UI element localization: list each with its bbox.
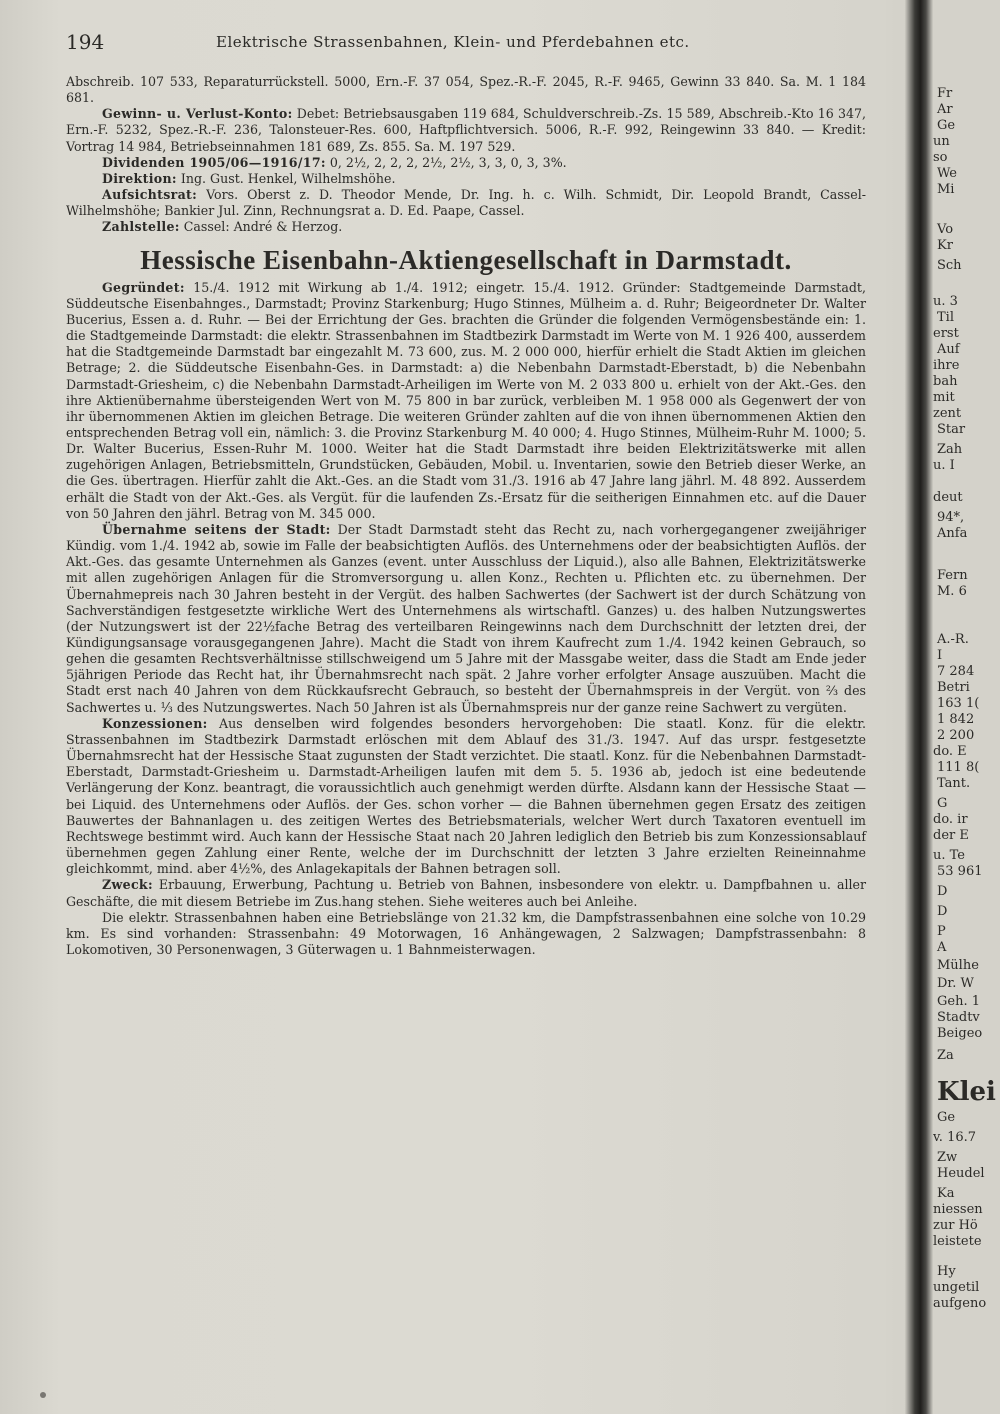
facing-page-fragment: leistete <box>933 1234 982 1249</box>
facing-page-fragment: ihre <box>933 358 960 373</box>
facing-page-fragment: do. ir <box>933 812 968 827</box>
facing-page-fragment: der E <box>933 828 969 843</box>
facing-page-fragment: Ge <box>937 118 956 133</box>
facing-page-edge <box>933 0 1000 1414</box>
facing-page-fragment: P <box>937 924 946 939</box>
dividenden-label: Dividenden 1905/06—1916/17: <box>102 154 326 170</box>
zweck-text: Erbauung, Erwerbung, Pachtung u. Betrieb von Bahnen, insbesondere von elektr. u. Dampfbahnen u. aller Geschäfte, die mit diesem Betriebe im Zus.hang stehen. Siehe weiteres auch bei Anleihe. <box>66 877 866 909</box>
facing-page-fragment: 2 200 <box>937 728 975 743</box>
facing-page-fragment: Vo <box>937 222 954 237</box>
facing-page-fragment: Star <box>937 422 966 437</box>
facing-page-fragment: u. 3 <box>933 294 958 309</box>
facing-page-fragment: ungetil <box>933 1280 980 1295</box>
facing-page-fragment: 1 842 <box>937 712 975 727</box>
guv-paragraph <box>66 106 866 154</box>
facing-page-fragment: Heudel <box>937 1166 985 1181</box>
aufsichtsrat-text: Vors. Oberst z. D. Theodor Mende, Dr. Ing. h. c. Wilh. Schmidt, Dir. Leopold Brandt, Cassel-Wilhelmshöhe; Bankier Jul. Zinn, Rechnungsrat a. D. Ed. Paape, Cassel. <box>66 187 866 219</box>
facing-page-fragment: Anfa <box>937 526 968 541</box>
bilanz-continuation: Abschreib. 107 533, Reparaturrückstell. 5000, Ern.-F. 37 054, Spez.-R.-F. 2045, R.-F. 9465, Gewinn 33 840. Sa. M. 1 184 681. <box>66 74 866 106</box>
facing-page-fragment: Kr <box>937 238 953 253</box>
page-header <box>66 30 900 56</box>
facing-page-fragment: Beigeo <box>937 1026 983 1041</box>
facing-page-fragment: mit <box>933 390 955 405</box>
facing-page-fragment: M. 6 <box>937 584 967 599</box>
guv-text: Debet: Betriebsausgaben 119 684, Schuldverschreib.-Zs. 15 589, Abschreib.-Kto 16 347, Ern.-F. 5232, Spez.-R.-F. 236, Talonsteuer-Res. 600, Haftpflichtversich. 5006, R.-F. 992, Reingewinn 33 840. — Kredit: Vortrag 14 984, Betriebseinnahmen 181 689, Zs. 855. Sa. M. 197 529. <box>66 106 866 154</box>
page-number: 194 <box>66 30 105 54</box>
facing-page-fragment: We <box>937 166 957 181</box>
book-gutter <box>905 0 933 1414</box>
facing-page-fragment: Ka <box>937 1186 955 1201</box>
facing-page-fragment: 163 1( <box>937 696 980 711</box>
facing-page-fragment: zur Hö <box>933 1218 978 1233</box>
facing-page-fragment: 111 8( <box>937 760 980 775</box>
facing-page-fragment: erst <box>933 326 959 341</box>
facing-page-fragment: 7 284 <box>937 664 975 679</box>
facing-page-fragment: 94*, <box>937 510 965 525</box>
uebernahme-text: Der Stadt Darmstadt steht das Recht zu, nach vorhergegangener zweijähriger Kündig. vom 1./4. 1942 ab, sowie im Falle der beabsichtigten Auflös. des Unternehmens oder der beabsichtigten Auflös. der Akt.-Ges. das gesamte Unternehmen als Ganzes (event. unter Ausschluss der Liquid.), also alle Bahnen, Elektrizitätswerke mit allen zugehörigen Anlagen für die Stromversorgung u. allen Konz., Rechten u. Pflichten etc. zu übernehmen. Der Übernahmepreis nach 30 Jahren besteht in der Vergüt. des halben Sachwertes (der Sachwert ist der durch Schätzung von Sachverständigen festgesetzte wirkliche Wert des Unternehmens als wirtschaftl. Ganzes) u. des halben Nutzungswertes (der Nutzungswert ist der 22½fache Betrag des verteilbaren Reingewinns nach dem Durchschnitt der letzten drei, der Kündigungsansage vorausgegangenen Jahre). Macht die Stadt von ihrem Kaufrecht zum 1./4. 1942 keinen Gebrauch, so gehen die gesamten Rechtsverhältnisse stillschweigend um 5 Jahre mit der Massgabe weiter, dass die Stadt am Ende jeder 5jährigen Periode das Recht hat, ihr Übernahmsrecht nach spät. 2 Jahre vorher erfolgter Ansage auszuüben. Macht die Stadt erst nach 40 Jahren von dem Rückkaufsrecht Gebrauch, so besteht der Übernahmspreis in der Vergüt. von ⅔ des Sachwertes u. ⅓ des Nutzungswertes. Nach 50 Jahren ist als Übernahmspreis nur der ganze reine Sachwert zu vergüten. <box>66 521 866 715</box>
running-title: Elektrische Strassenbahnen, Klein- und Pferdebahnen etc. <box>216 33 690 51</box>
facing-page-fragment: 53 961 <box>937 864 983 879</box>
facing-page-fragment: Auf <box>937 342 960 357</box>
direktion-paragraph <box>66 171 866 187</box>
aufsichtsrat-paragraph <box>66 187 866 219</box>
gegruendet-paragraph <box>66 280 866 522</box>
facing-page-fragment: Geh. 1 <box>937 994 980 1009</box>
uebernahme-paragraph <box>66 522 866 716</box>
facing-page-fragment: u. I <box>933 458 955 473</box>
facing-page-fragment: Mi <box>937 182 955 197</box>
facing-page-fragment: v. 16.7 <box>933 1130 977 1145</box>
facing-page-fragment: D <box>937 904 948 919</box>
facing-page-fragment: Fr <box>937 86 953 101</box>
facing-page-fragment: Ge <box>937 1110 956 1125</box>
dividenden-text: 0, 2½, 2, 2, 2, 2½, 2½, 3, 3, 0, 3, 3%. <box>329 154 567 170</box>
direktion-label: Direktion: <box>102 170 177 186</box>
facing-page-fragment: G <box>937 796 948 811</box>
zweck-paragraph <box>66 877 866 909</box>
konzessionen-paragraph <box>66 716 866 878</box>
gegruendet-text: 15./4. 1912 mit Wirkung ab 1./4. 1912; eingetr. 15./4. 1912. Gründer: Stadtgemeinde Darmstadt, Süddeutsche Eisenbahnges., Darmstadt; Provinz Starkenburg; Hugo Stinnes, Mülheim a. d. Ruhr; Beigeordneter Dr. Walter Bucerius, Essen a. d. Ruhr. — Bei der Errichtung der Ges. brachten die Gründer die folgenden Vermögensbestände ein: 1. die Stadtgemeinde Darmstadt: die elektr. Strassenbahnen im Stadtbezirk Darmstadt im Werte von M. 1 926 400, ausserdem hat die Stadtgemeinde Darmstadt bar eingezahlt M. 73 600, zus. M. 2 000 000, hierfür erhielt die Stadt Aktien im gleichen Betrage; 2. die Süddeutsche Eisenbahn-Ges. in Darmstadt: a) die Nebenbahn Darmstadt-Eberstadt, b) die Nebenbahn Darmstadt-Griesheim, c) die Nebenbahn Darmstadt-Arheiligen im Werte von M. 2 033 800 u. erhielt von der Akt.-Ges. den ihre Aktienübernahme übersteigenden Wert von M. 75 800 in bar zurück, verbleiben M. 1 958 000 als Gegenwert der von ihr übernommenen Aktien im gleichen Betrage. Die weiteren Gründer zahlten auf die von ihnen übernommenen Aktien den entsprechenden Betrag voll ein, nämlich: 3. die Provinz Starkenburg M. 40 000; 4. Hugo Stinnes, Mülheim-Ruhr M. 1000; 5. Dr. Walter Bucerius, Essen-Ruhr M. 1000. Weiter hat die Stadt Darmstadt ihre beiden Elektrizitätswerke mit allen zugehörigen Anlagen, Betriebsmitteln, Grundstücken, Gebäuden, Mobil. u. Inventarien, sowie den Betrieb dieser Werke, an die Ges. übertragen. Hierfür zahlt die Akt.-Ges. an die Stadt vom 31./3. 1916 ab 47 Jahre lang jährl. M. 48 892. Ausserdem erhält die Stadt von der Akt.-Ges. als Vergüt. für die laufenden Zs.-Ersatz für die seitherigen Einnahmen etc. auf die Dauer von 50 Jahren den jährl. Betrag von M. 345 000. <box>66 279 866 521</box>
facing-page-fragment: D <box>937 884 948 899</box>
facing-page-fragment: Fern <box>937 568 968 583</box>
facing-page-fragment: bah <box>933 374 958 389</box>
facing-page-fragment: A <box>937 940 947 955</box>
company-title: Hessische Eisenbahn-Aktiengesellschaft in Darmstadt. <box>140 244 792 275</box>
gegruendet-label: Gegründet: <box>102 279 185 295</box>
facing-page-fragment: so <box>933 150 948 165</box>
facing-page-fragment: Klei <box>937 1077 996 1107</box>
facing-page-fragment: do. E <box>933 744 967 759</box>
facing-page-fragment: u. Te <box>933 848 965 863</box>
facing-page-fragment: Zah <box>937 442 963 457</box>
facing-page-fragment: un <box>933 134 950 149</box>
zahlstelle-paragraph <box>66 219 866 235</box>
konzessionen-text: Aus denselben wird folgendes besonders hervorgehoben: Die staatl. Konz. für die elektr. Strassenbahnen im Stadtbezirk Darmstadt erlöschen mit dem Ablauf des 31./3. 1947. Auf das urspr. festgesetzte Übernahmsrecht hat der Hessische Staat zugunsten der Stadt verzichtet. Die staatl. Konz. für die Nebenbahnen Darmstadt-Eberstadt, Darmstadt-Griesheim u. Darmstadt-Arheiligen laufen mit dem 5. 5. 1936 ab, jedoch ist eine bedeutende Verlängerung der Konz. beantragt, die voraussichtlich auch genehmigt werden dürfte. Alsdann kann der Hessische Staat — bei Liquid. des Unternehmens oder Auflös. der Ges. schon vorher — die Bahnen übernehmen gegen Ersatz des zeitigen Bauwertes der Bahnanlagen u. des zeitigen Wertes des Betriebsmaterials, welcher Wert durch Taxatoren eventuell im Rechtswege bestimmt wird. Auch kann der Hessische Staat nach 20 Jahren lediglich den Betrieb bis zum Konzessionsablauf übernehmen gegen Zahlung einer Rente, welche der im Durchschnitt der letzten 3 Jahre erzielten Reineinnahme gleichkommt, mind. aber 4½%, des Anlagekapitals der Bahnen betragen soll. <box>66 715 866 877</box>
facing-page-fragment: Betri <box>937 680 970 695</box>
facing-page-fragment: A.-R. <box>937 632 969 647</box>
facing-page-fragment: Dr. W <box>937 976 974 991</box>
facing-page-fragment: Za <box>937 1048 954 1063</box>
zahlstelle-text: Cassel: André & Herzog. <box>183 219 343 235</box>
betrieb-paragraph: Die elektr. Strassenbahnen haben eine Betriebslänge von 21.32 km, die Dampfstrassenbahnen eine solche von 10.29 km. Es sind vorhanden: Strassenbahn: 49 Motorwagen, 16 Anhängewagen, 2 Salzwagen; Dampfstrassenbahn: 8 Lokomotiven, 30 Personenwagen, 3 Güterwagen u. 1 Bahnmeisterwagen. <box>66 909 866 957</box>
facing-page-fragment: aufgeno <box>933 1296 987 1311</box>
ink-speck <box>40 1392 46 1398</box>
guv-label: Gewinn- u. Verlust-Konto: <box>102 106 293 122</box>
facing-page-fragment: Hy <box>937 1264 956 1279</box>
facing-page-fragment: Zw <box>937 1150 958 1165</box>
direktion-text: Ing. Gust. Henkel, Wilhelmshöhe. <box>180 170 396 186</box>
aufsichtsrat-label: Aufsichtsrat: <box>102 187 198 203</box>
uebernahme-label: Übernahme seitens der Stadt: <box>102 521 331 537</box>
facing-page-fragment: niessen <box>933 1202 983 1217</box>
facing-page-fragment: I <box>937 648 943 663</box>
facing-page-fragment: Til <box>937 310 954 325</box>
facing-page-fragment: deut <box>933 490 963 505</box>
facing-page-fragment: Mülhe <box>937 958 979 973</box>
facing-page-fragment: zent <box>933 406 962 421</box>
text-column <box>66 74 866 958</box>
zahlstelle-label: Zahlstelle: <box>102 219 180 235</box>
zweck-label: Zweck: <box>102 877 153 893</box>
konzessionen-label: Konzessionen: <box>102 715 208 731</box>
facing-page-fragment: Tant. <box>937 776 971 791</box>
dividenden-paragraph <box>66 155 866 171</box>
facing-page-fragment: Ar <box>937 102 953 117</box>
facing-page-fragment: Sch <box>937 258 962 273</box>
facing-page-fragment: Stadtv <box>937 1010 980 1025</box>
